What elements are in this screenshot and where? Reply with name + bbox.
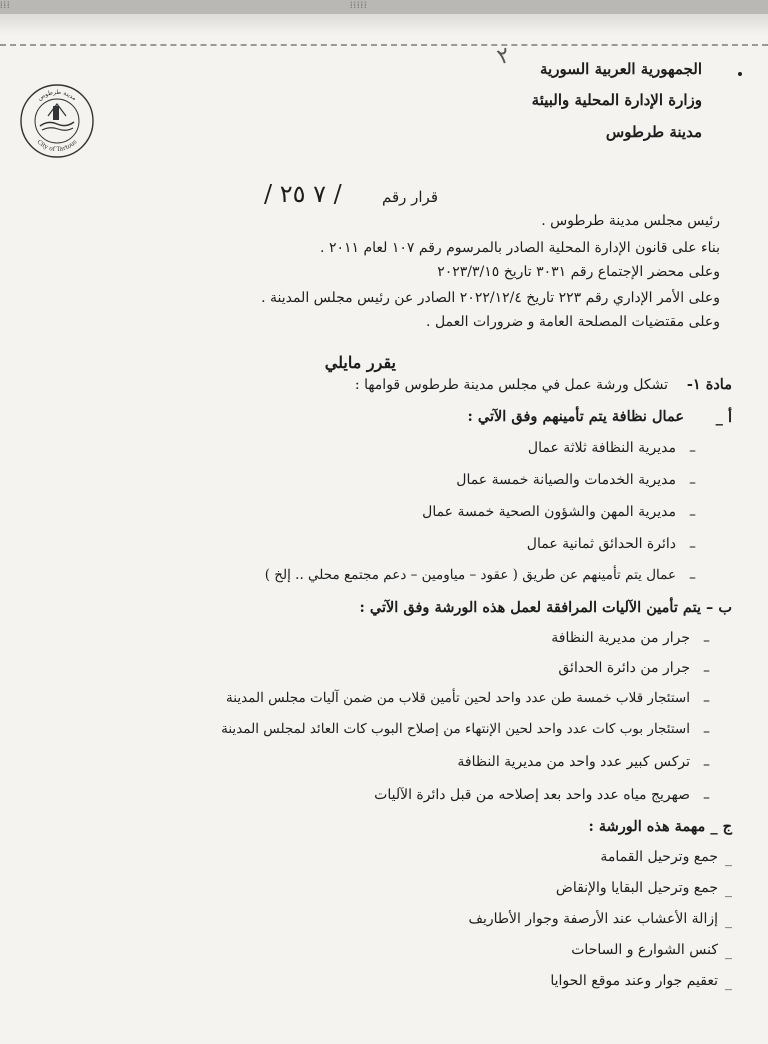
preamble-line: رئيس مجلس مدينة طرطوس . <box>541 213 720 229</box>
page-mark: ٢ <box>494 42 514 71</box>
list-item: تعقيم جوار وعند موقع الحوايا <box>550 973 718 989</box>
article-text: تشكل ورشة عمل في مجلس مدينة طرطوس قوامها : <box>354 377 668 393</box>
list-item: تركس كبير عدد واحد من مديرية النظافة <box>457 754 690 770</box>
preamble-line: وعلى الأمر الإداري رقم ٢٢٣ تاريخ ٢٠٢٢/١٢/٤ الصادر عن رئيس مجلس المدينة . <box>261 290 720 306</box>
list-dash: – <box>689 443 696 459</box>
list-item: عمال يتم تأمينهم عن طريق ( عقود – مياومين – دعم مجتمع محلي .. إلخ ) <box>264 567 676 583</box>
seal-english-text: City of Tartous <box>35 138 79 154</box>
list-item: مديرية المهن والشؤون الصحية خمسة عمال <box>422 504 676 520</box>
list-dash: – <box>689 475 696 491</box>
decides-heading: يقرر مايلي <box>324 353 396 372</box>
city-seal-logo <box>18 82 96 160</box>
decision-label: قرار رقم <box>381 188 438 206</box>
list-item: صهريج مياه عدد واحد بعد إصلاحه من قبل دائرة الآليات <box>374 787 690 803</box>
country-name: الجمهورية العربية السورية <box>540 60 702 78</box>
list-item: جمع وترحيل القمامة <box>600 849 718 865</box>
list-item: مديرية الخدمات والصيانة خمسة عمال <box>456 472 676 488</box>
preamble-line: بناء على قانون الإدارة المحلية الصادر بالمرسوم رقم ١٠٧ لعام ٢٠١١ . <box>320 240 720 256</box>
list-dash: _ <box>725 975 732 991</box>
city-name: مدينة طرطوس <box>605 123 702 141</box>
perforation-line <box>0 44 768 46</box>
section-a-marker: أ _ <box>715 409 732 426</box>
preamble-line: وعلى محضر الإجتماع رقم ٣٠٣١ تاريخ ٢٠٢٣/٣/١٥ <box>437 264 720 280</box>
section-c-title: ج _ مهمة هذه الورشة : <box>588 818 732 835</box>
svg-text:City of Tartous <box>36 138 79 153</box>
section-b-title: ب – يتم تأمين الآليات المرافقة لعمل هذه الورشة وفق الآتي : <box>359 599 732 616</box>
list-item: جرار من دائرة الحدائق <box>558 660 690 676</box>
bullet-dot <box>738 72 742 76</box>
list-item: جرار من مديرية النظافة <box>551 630 690 646</box>
scan-edge-top <box>0 0 768 14</box>
svg-text:مدينة طرطوس <box>36 89 77 102</box>
list-item: إزالة الأعشاب عند الأرصفة وجوار الأطاريف <box>468 911 718 927</box>
scan-dots: ⁞⁞⁞⁞⁞ <box>350 1 368 11</box>
list-item: استئجار بوب كات عدد واحد لحين الإنتهاء من إصلاح البوب كات العائد لمجلس المدينة <box>221 721 690 737</box>
list-item: مديرية النظافة ثلاثة عمال <box>527 440 676 456</box>
list-item: جمع وترحيل البقايا والإنقاض <box>555 880 718 896</box>
scan-dots: ⁞⁞⁞ <box>0 1 11 11</box>
list-dash: _ <box>725 851 732 867</box>
ministry-name: وزارة الإدارة المحلية والبيئة <box>531 91 702 109</box>
list-dash: – <box>703 693 710 709</box>
seal-arabic-text: مدينة طرطوس <box>36 88 78 103</box>
list-dash: _ <box>725 913 732 929</box>
list-dash: – <box>703 633 710 649</box>
list-dash: – <box>689 539 696 555</box>
section-a-title: عمال نظافة يتم تأمينهم وفق الآتي : <box>467 408 684 425</box>
article-label: مادة ١- <box>686 376 732 393</box>
list-dash: – <box>689 507 696 523</box>
list-dash: _ <box>725 944 732 960</box>
list-dash: – <box>703 757 710 773</box>
scan-shadow <box>0 14 768 34</box>
list-dash: – <box>703 790 710 806</box>
list-item: استئجار قلاب خمسة طن عدد واحد لحين تأمين قلاب من ضمن آليات مجلس المدينة <box>226 690 690 706</box>
list-dash: _ <box>725 882 732 898</box>
list-dash: – <box>703 663 710 679</box>
decision-number: / ٧ ٢٥ / <box>264 180 342 208</box>
list-dash: – <box>703 724 710 740</box>
list-dash: – <box>689 570 696 586</box>
list-item: كنس الشوارع و الساحات <box>571 942 718 958</box>
preamble-line: وعلى مقتضيات المصلحة العامة و ضرورات العمل . <box>426 314 720 330</box>
list-item: دائرة الحدائق ثمانية عمال <box>526 536 676 552</box>
